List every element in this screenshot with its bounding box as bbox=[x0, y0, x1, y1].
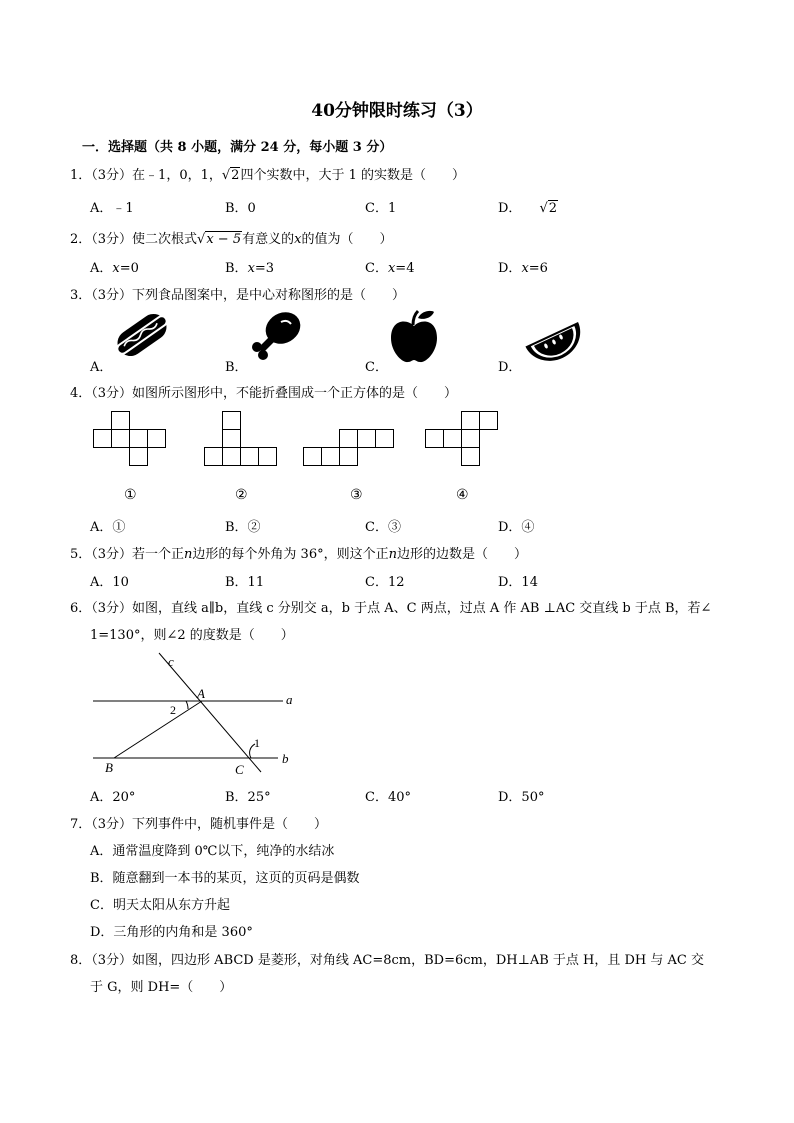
q2-option-c: C．x=4 bbox=[365, 261, 415, 276]
q2-text-mid: 有意义的 bbox=[242, 232, 295, 247]
label-b: b bbox=[282, 751, 289, 766]
net-caption-3: ③ bbox=[350, 487, 363, 503]
sqrt-symbol: √2 bbox=[221, 168, 240, 183]
q1-option-d bbox=[498, 197, 558, 216]
q1-d-radicand: 2 bbox=[548, 201, 558, 216]
q3-option-c: C． bbox=[365, 360, 388, 375]
watermelon-icon bbox=[522, 312, 584, 362]
q1-option-a: A．﹣1 bbox=[90, 201, 134, 216]
label-C: C bbox=[235, 762, 244, 777]
net-caption-4: ④ bbox=[456, 487, 469, 503]
q2-option-a: A．x=0 bbox=[90, 261, 139, 276]
q1-text-post: 四个实数中，大于 1 的实数是（ ） bbox=[240, 168, 465, 183]
q6-option-c: C．40° bbox=[365, 790, 411, 805]
hotdog-icon bbox=[113, 310, 171, 360]
label-angle-2: 2 bbox=[170, 703, 176, 717]
q7-option-d: D．三角形的内角和是 360° bbox=[90, 925, 253, 940]
q5-var-2: n bbox=[388, 547, 397, 562]
net-caption-2: ② bbox=[235, 487, 248, 503]
net-caption-1: ① bbox=[124, 487, 137, 503]
drumstick-icon bbox=[245, 310, 305, 362]
q3-option-d: D． bbox=[498, 360, 522, 375]
label-A: A bbox=[197, 686, 205, 701]
cube-net-4 bbox=[424, 409, 500, 469]
question-6-line-2: 1=130°，则∠2 的度数是（ ） bbox=[90, 628, 294, 643]
question-3: 3．（3分）下列食品图案中，是中心对称图形的是（ ） bbox=[70, 288, 406, 303]
cube-net-2 bbox=[203, 409, 279, 469]
q5-var: n bbox=[184, 547, 193, 562]
q7-option-b: B．随意翻到一本书的某页，这页的页码是偶数 bbox=[90, 871, 360, 886]
q4-option-d: D．④ bbox=[498, 520, 535, 535]
cube-net-1 bbox=[92, 409, 168, 469]
question-6-line-1: 6．（3分）如图，直线 a∥b，直线 c 分别交 a，b 于点 A、C 两点，过点 A 作 AB ⊥AC 交直线 b 于点 B，若∠ bbox=[70, 601, 712, 616]
q2-text-post: 的值为（ ） bbox=[301, 232, 393, 247]
q1-option-c: C．1 bbox=[365, 201, 397, 216]
q3-option-a: A． bbox=[90, 360, 113, 375]
sqrt-symbol: √x − 5 bbox=[197, 232, 242, 247]
label-angle-1: 1 bbox=[254, 736, 260, 750]
q5-option-c: C．12 bbox=[365, 575, 405, 590]
question-7: 7．（3分）下列事件中，随机事件是（ ） bbox=[70, 817, 328, 832]
q4-option-b: B．② bbox=[225, 520, 261, 535]
q6-option-a: A．20° bbox=[90, 790, 136, 805]
q1-option-d-label: D． bbox=[498, 201, 522, 216]
q3-option-b: B． bbox=[225, 360, 248, 375]
question-8-line-1: 8．（3分）如图，四边形 ABCD 是菱形，对角线 AC=8cm，BD=6cm，DH⊥AB 于点 H，且 DH 与 AC 交 bbox=[70, 953, 704, 968]
q2-option-d: D．x=6 bbox=[498, 261, 548, 276]
apple-icon bbox=[388, 308, 440, 364]
question-5: 5．（3分）若一个正n边形的每个外角为 36°，则这个正n边形的边数是（ ） bbox=[70, 547, 527, 562]
q6-figure bbox=[85, 648, 300, 780]
q1-radicand: 2 bbox=[231, 168, 240, 183]
label-B: B bbox=[105, 760, 113, 775]
question-8-line-2: 于 G，则 DH=（ ） bbox=[90, 980, 233, 995]
q4-option-a: A．① bbox=[90, 520, 126, 535]
q7-option-c: C．明天太阳从东方升起 bbox=[90, 898, 230, 913]
q7-option-a: A．通常温度降到 0℃以下，纯净的水结冰 bbox=[90, 844, 335, 859]
q2-option-b: B．x=3 bbox=[225, 261, 275, 276]
q1-option-b: B．0 bbox=[225, 201, 256, 216]
section-heading: 一．选择题（共 8 小题，满分 24 分，每小题 3 分） bbox=[82, 140, 393, 155]
sqrt-symbol: √2 bbox=[539, 201, 558, 216]
q6-option-d: D．50° bbox=[498, 790, 545, 805]
page-title: 40分钟限时练习（3） bbox=[311, 101, 483, 121]
q5-option-a: A．10 bbox=[90, 575, 129, 590]
label-a: a bbox=[286, 692, 293, 707]
q4-option-c: C．③ bbox=[365, 520, 401, 535]
question-4: 4．（3分）如图所示图形中，不能折叠围成一个正方体的是（ ） bbox=[70, 386, 458, 401]
label-c: c bbox=[168, 654, 174, 669]
question-2 bbox=[70, 228, 392, 247]
q6-option-b: B．25° bbox=[225, 790, 271, 805]
cube-net-3 bbox=[302, 427, 396, 469]
q2-var: x bbox=[294, 232, 302, 247]
question-1 bbox=[70, 164, 465, 183]
q2-text-pre: 2．（3分）使二次根式 bbox=[70, 232, 198, 247]
q1-text-pre: 1．（3分）在﹣1，0，1， bbox=[70, 168, 222, 183]
q5-option-b: B．11 bbox=[225, 575, 265, 590]
q2-radicand: x − 5 bbox=[206, 232, 242, 247]
q5-option-d: D．14 bbox=[498, 575, 538, 590]
